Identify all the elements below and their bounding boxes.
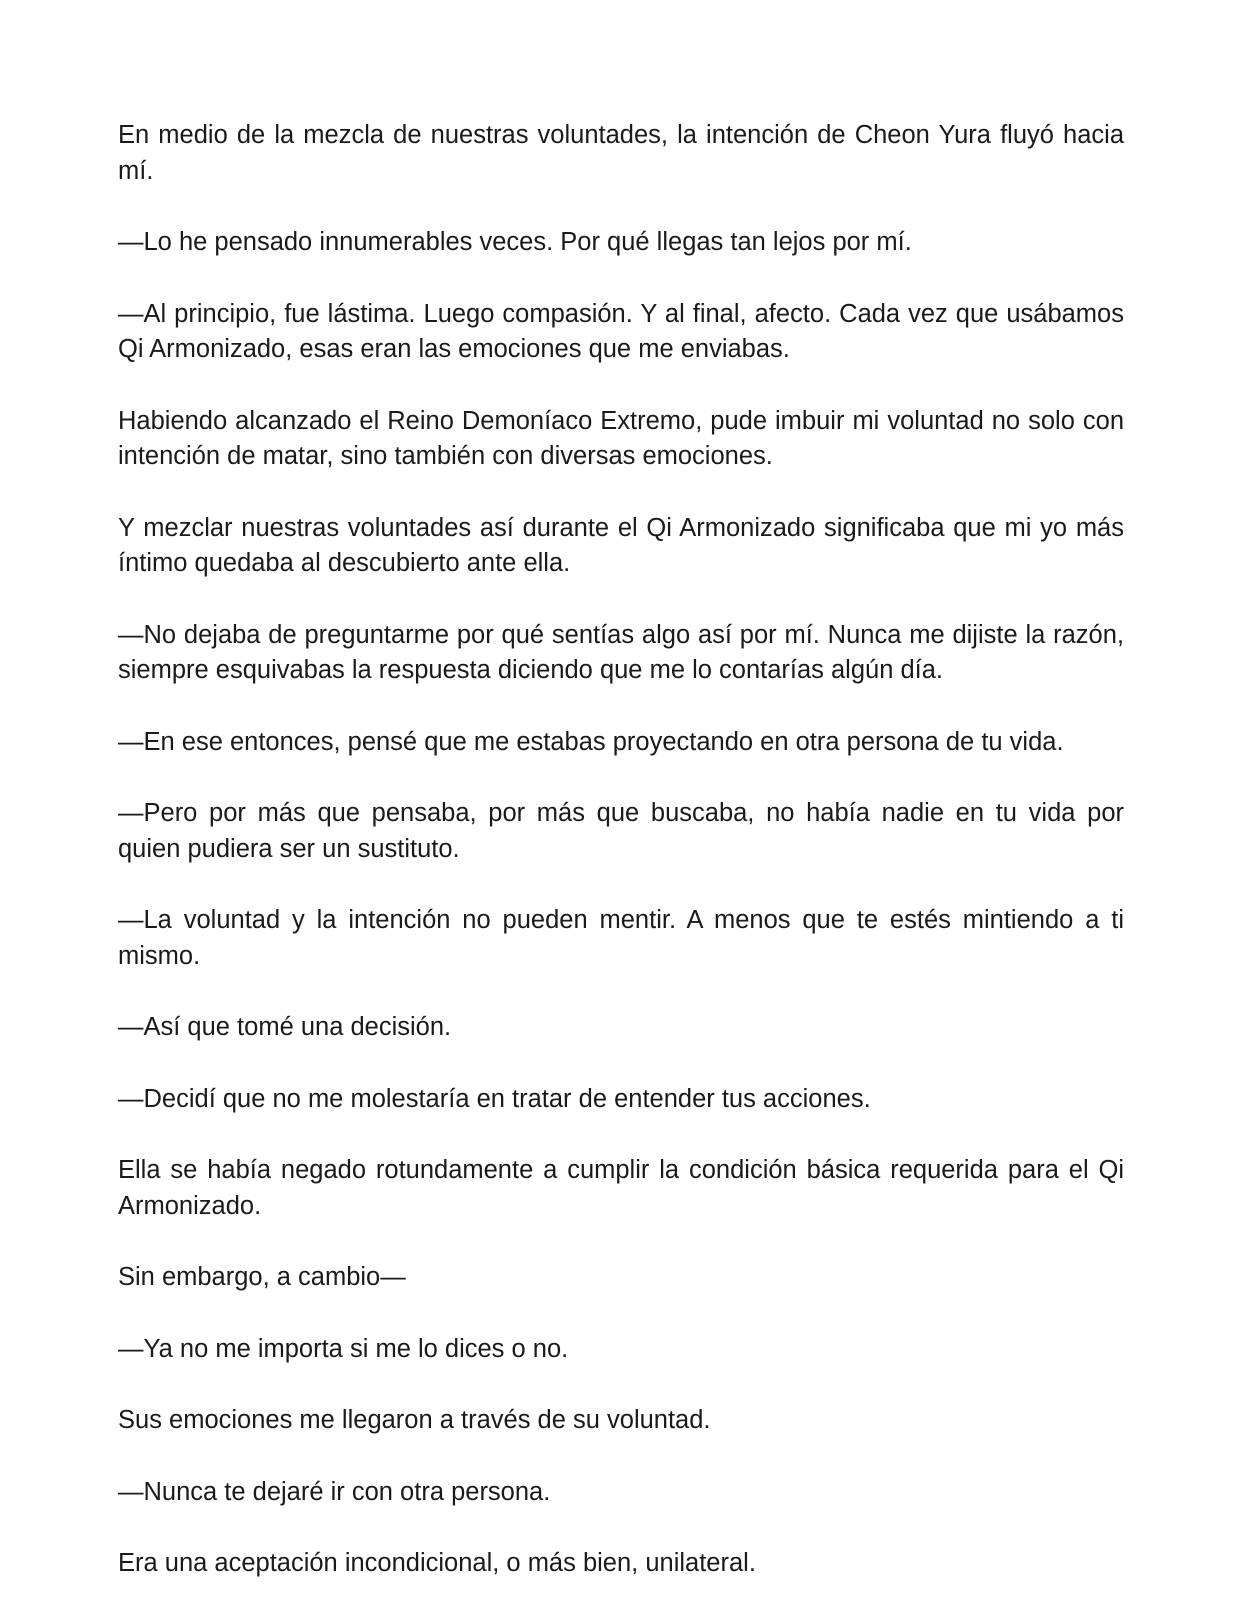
- paragraph-14: —Ya no me importa si me lo dices o no.: [118, 1334, 569, 1363]
- paragraph-3: —Al principio, fue lástima. Luego compasión. Y al final, afecto. Cada vez que usábamos Qi Armonizado, esas eran las emociones que me enviabas.: [118, 299, 1124, 363]
- text-body: [118, 118, 1124, 1618]
- paragraph-6: —No dejaba de preguntarme por qué sentías algo así por mí. Nunca me dijiste la razón, siempre esquivabas la respuesta diciendo que me lo contarías algún día.: [118, 620, 1124, 684]
- paragraph-16: —Nunca te dejaré ir con otra persona.: [118, 1477, 551, 1506]
- paragraph-2: —Lo he pensado innumerables veces. Por qué llegas tan lejos por mí.: [118, 228, 912, 256]
- paragraph-8: —Pero por más que pensaba, por más que buscaba, no había nadie en tu vida por quien pudiera ser un sustituto.: [118, 799, 1124, 863]
- paragraph-12: Ella se había negado rotundamente a cumplir la condición básica requerida para el Qi Armonizado.: [118, 1156, 1124, 1220]
- paragraph-11: —Decidí que no me molestaría en tratar de entender tus acciones.: [118, 1084, 871, 1113]
- paragraph-9: —La voluntad y la intención no pueden mentir. A menos que te estés mintiendo a ti mismo.: [118, 906, 1124, 970]
- paragraph-15: Sus emociones me llegaron a través de su voluntad.: [118, 1406, 711, 1434]
- paragraph-4: Habiendo alcanzado el Reino Demoníaco Extremo, pude imbuir mi voluntad no solo con intención de matar, sino también con diversas emociones.: [118, 406, 1124, 470]
- paragraph-1: En medio de la mezcla de nuestras voluntades, la intención de Cheon Yura fluyó hacia mí.: [118, 121, 1124, 185]
- paragraph-5: Y mezclar nuestras voluntades así durante el Qi Armonizado significaba que mi yo más íntimo quedaba al descubierto ante ella.: [118, 513, 1124, 577]
- paragraph-10: —Así que tomé una decisión.: [118, 1013, 452, 1041]
- paragraph-7: —En ese entonces, pensé que me estabas proyectando en otra persona de tu vida.: [118, 727, 1064, 756]
- paragraph-13: Sin embargo, a cambio—: [118, 1263, 406, 1291]
- paragraph-17: Era una aceptación incondicional, o más bien, unilateral.: [118, 1549, 756, 1577]
